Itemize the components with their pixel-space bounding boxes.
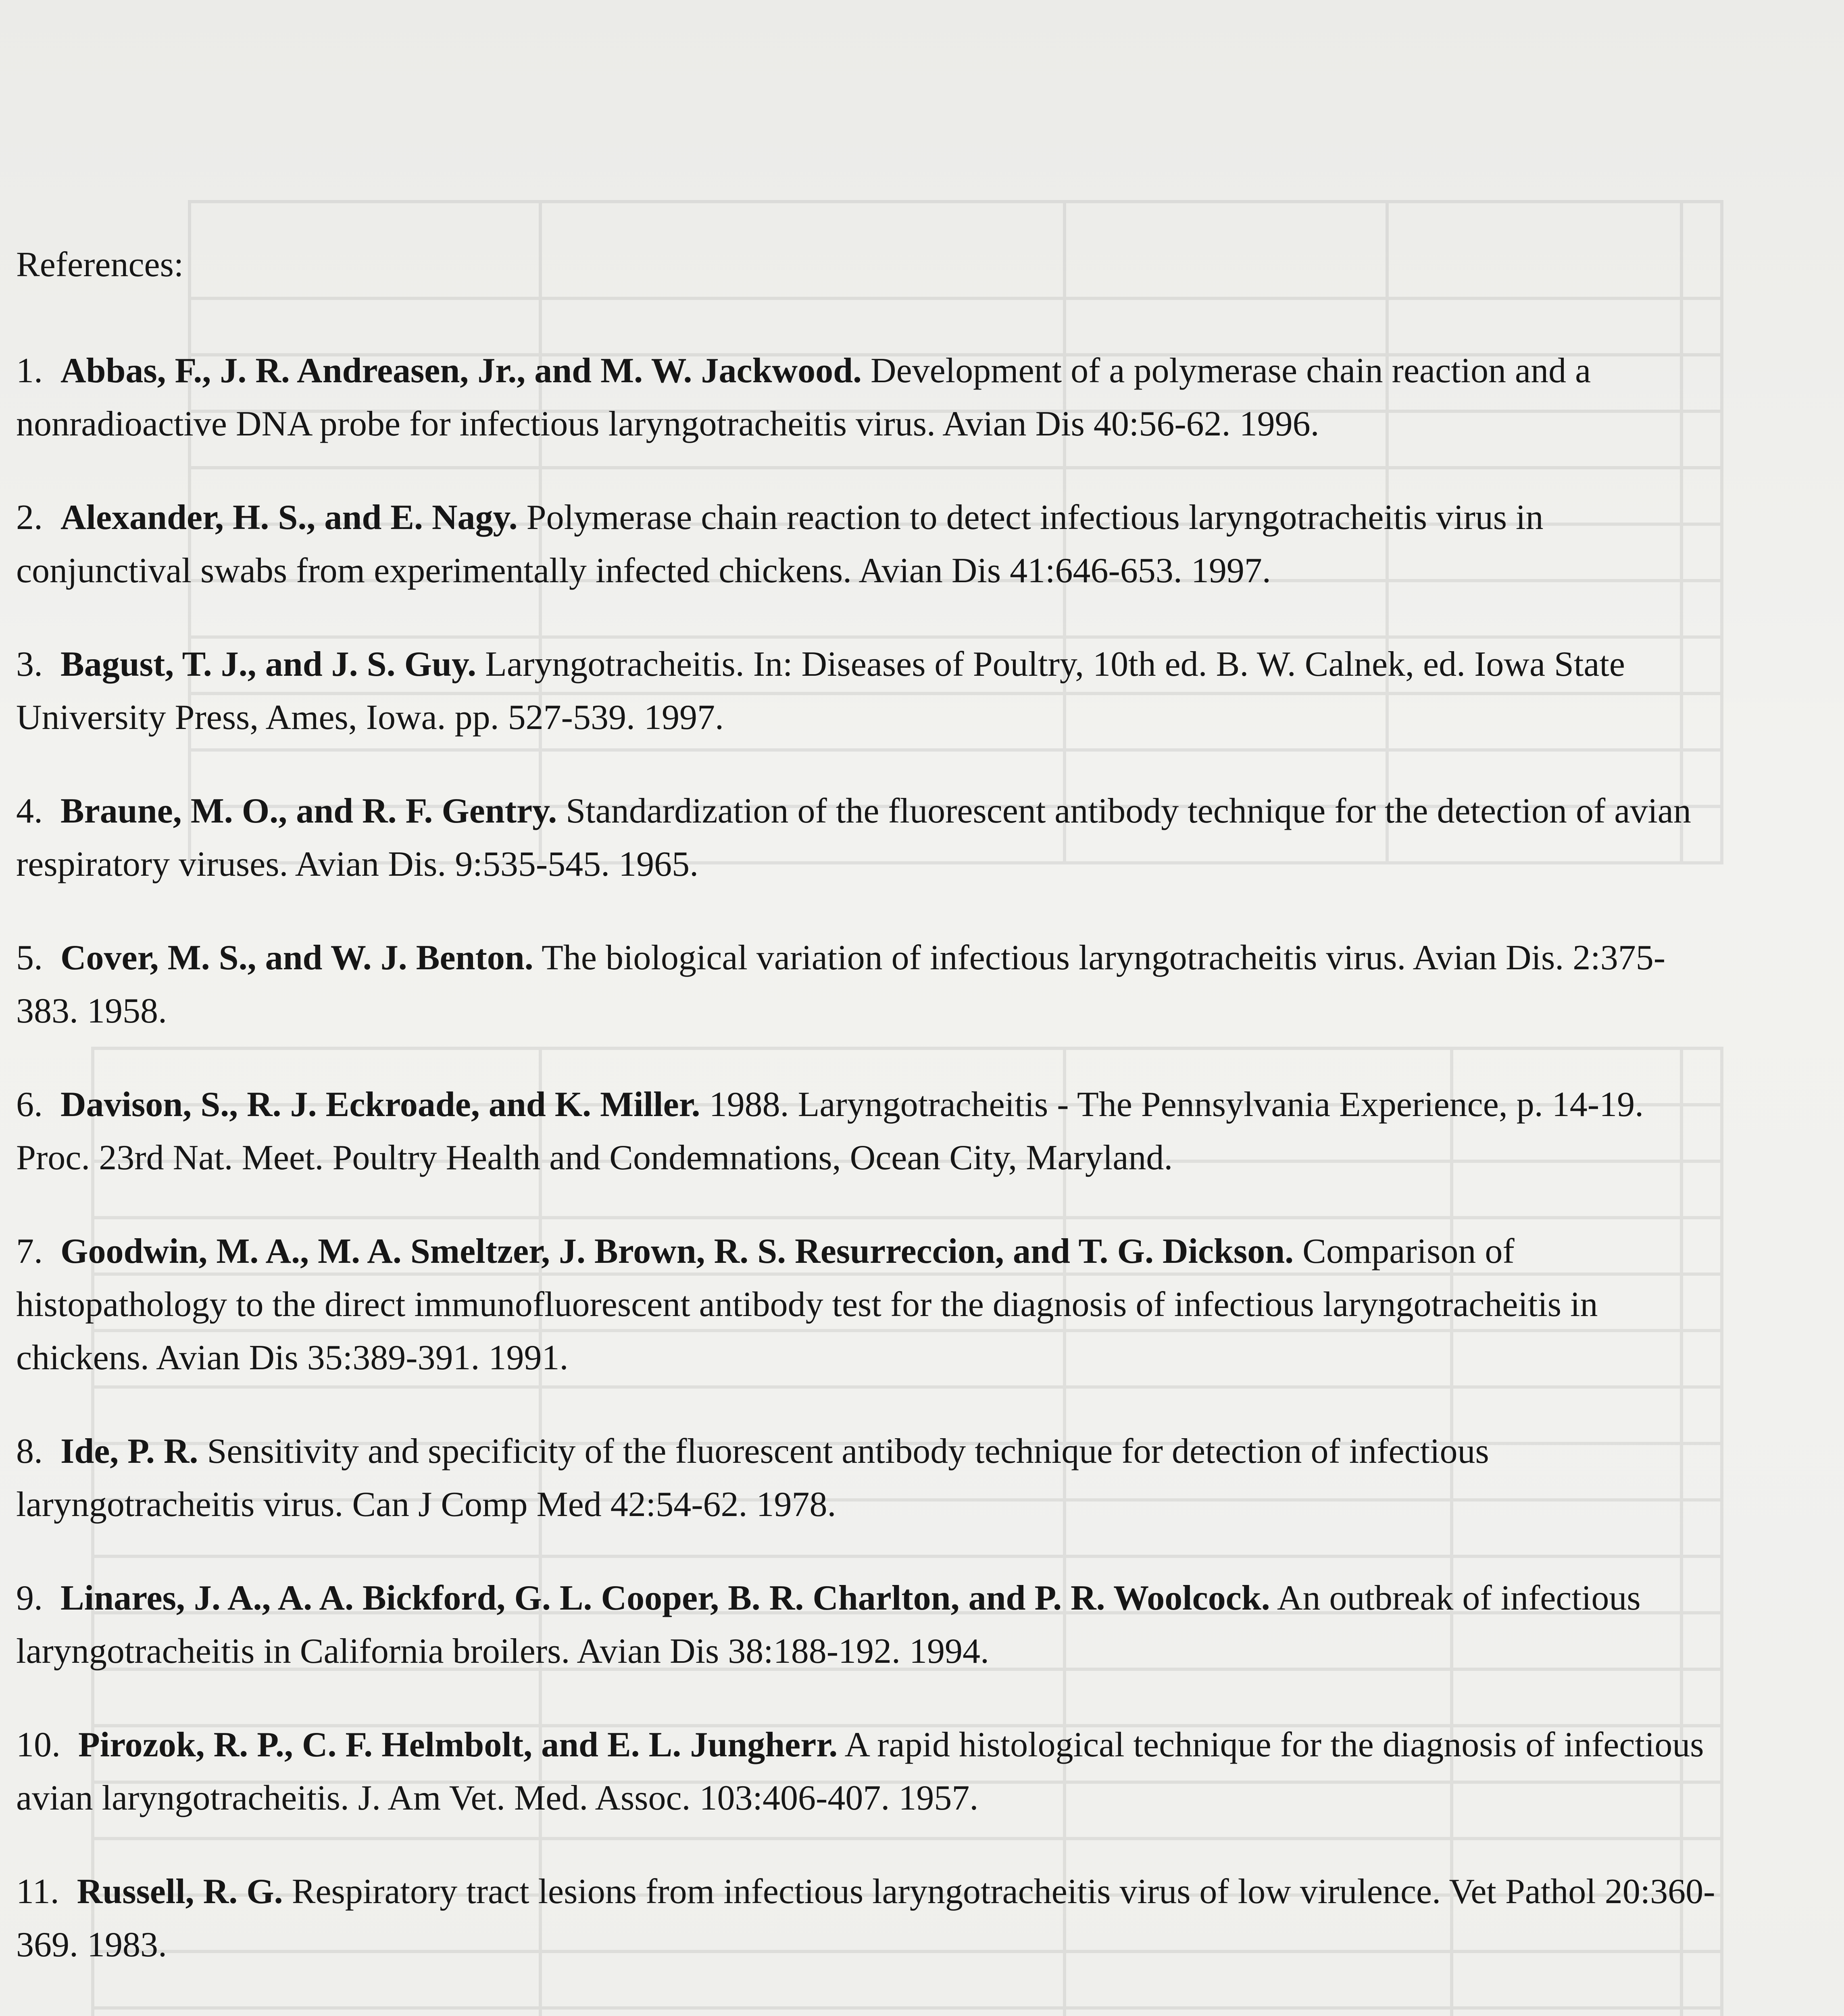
reference-item (16, 491, 1722, 598)
reference-number: 6. (16, 1085, 43, 1124)
reference-number: 4. (16, 791, 43, 831)
reference-number: 5. (16, 938, 43, 977)
reference-citation: Laryngotracheitis. In: Diseases of Poultry, 10th ed. B. W. Calnek, ed. Iowa State University Press, Ames, Iowa. pp. 527-539. 1997. (16, 645, 1625, 737)
reference-authors: Cover, M. S., and W. J. Benton. (60, 938, 533, 977)
reference-authors: Bagust, T. J., and J. S. Guy. (60, 645, 477, 684)
reference-number: 11. (16, 1872, 59, 1911)
reference-number: 2. (16, 498, 43, 537)
reference-citation: Respiratory tract lesions from infectious laryngotracheitis virus of low virulence. Vet Pathol 20:360-369. 1983. (16, 1872, 1715, 1964)
reference-authors: Russell, R. G. (77, 1872, 283, 1911)
reference-item (16, 931, 1722, 1038)
reference-authors: Davison, S., R. J. Eckroade, and K. Miller. (60, 1085, 700, 1124)
reference-item (16, 344, 1722, 451)
reference-item (16, 1865, 1722, 1972)
reference-citation: Development of a polymerase chain reaction and a nonradioactive DNA probe for infectious laryngotracheitis virus. Avian Dis 40:56-62. 1996. (16, 351, 1591, 444)
reference-authors: Linares, J. A., A. A. Bickford, G. L. Cooper, B. R. Charlton, and P. R. Woolcock. (60, 1579, 1270, 1618)
reference-authors: Goodwin, M. A., M. A. Smeltzer, J. Brown, R. S. Resurreccion, and T. G. Dickson. (60, 1232, 1294, 1271)
reference-item (16, 1718, 1722, 1825)
reference-authors: Alexander, H. S., and E. Nagy. (60, 498, 518, 537)
reference-citation: An outbreak of infectious laryngotracheitis in California broilers. Avian Dis 38:188-192. 1994. (16, 1579, 1641, 1671)
references-heading: References: (16, 245, 184, 284)
reference-number: 10. (16, 1725, 60, 1764)
reference-list (16, 344, 1722, 2016)
reference-item (16, 1425, 1722, 1531)
references-section (16, 240, 1722, 2016)
reference-item (16, 1078, 1722, 1185)
reference-number: 3. (16, 645, 43, 684)
reference-authors: Braune, M. O., and R. F. Gentry. (60, 791, 557, 831)
reference-citation: The biological variation of infectious laryngotracheitis virus. Avian Dis. 2:375-383. 1958. (16, 938, 1665, 1031)
reference-citation: Standardization of the fluorescent antibody technique for the detection of avian respiratory viruses. Avian Dis. 9:535-545. 1965. (16, 791, 1691, 884)
reference-item (16, 2012, 1722, 2016)
reference-authors: Pirozok, R. P., C. F. Helmbolt, and E. L. Jungherr. (78, 1725, 838, 1764)
reference-item (16, 785, 1722, 891)
reference-number: 1. (16, 351, 43, 390)
reference-citation: A rapid histological technique for the diagnosis of infectious avian laryngotracheitis. J. Am Vet. Med. Assoc. 103:406-407. 1957. (16, 1725, 1704, 1818)
reference-number: 7. (16, 1232, 43, 1271)
reference-item (16, 1225, 1722, 1385)
reference-item (16, 638, 1722, 744)
reference-citation: 1988. Laryngotracheitis - The Pennsylvania Experience, p. 14-19. Proc. 23rd Nat. Meet. Poultry Health and Condemnations, Ocean City, Maryland. (16, 1085, 1644, 1177)
reference-citation: Sensitivity and specificity of the fluorescent antibody technique for detection of infectious laryngotracheitis virus. Can J Comp Med 42:54-62. 1978. (16, 1432, 1489, 1524)
reference-authors: Abbas, F., J. R. Andreasen, Jr., and M. W. Jackwood. (60, 351, 862, 390)
reference-item (16, 1572, 1722, 1678)
reference-number: 9. (16, 1579, 43, 1618)
reference-citation: Polymerase chain reaction to detect infectious laryngotracheitis virus in conjunctival swabs from experimentally infected chickens. Avian Dis 41:646-653. 1997. (16, 498, 1544, 590)
reference-number: 8. (16, 1432, 43, 1471)
reference-authors: Ide, P. R. (60, 1432, 198, 1471)
reference-citation: Comparison of histopathology to the direct immunofluorescent antibody test for the diagnosis of infectious laryngotracheitis in chickens. Avian Dis 35:389-391. 1991. (16, 1232, 1598, 1377)
